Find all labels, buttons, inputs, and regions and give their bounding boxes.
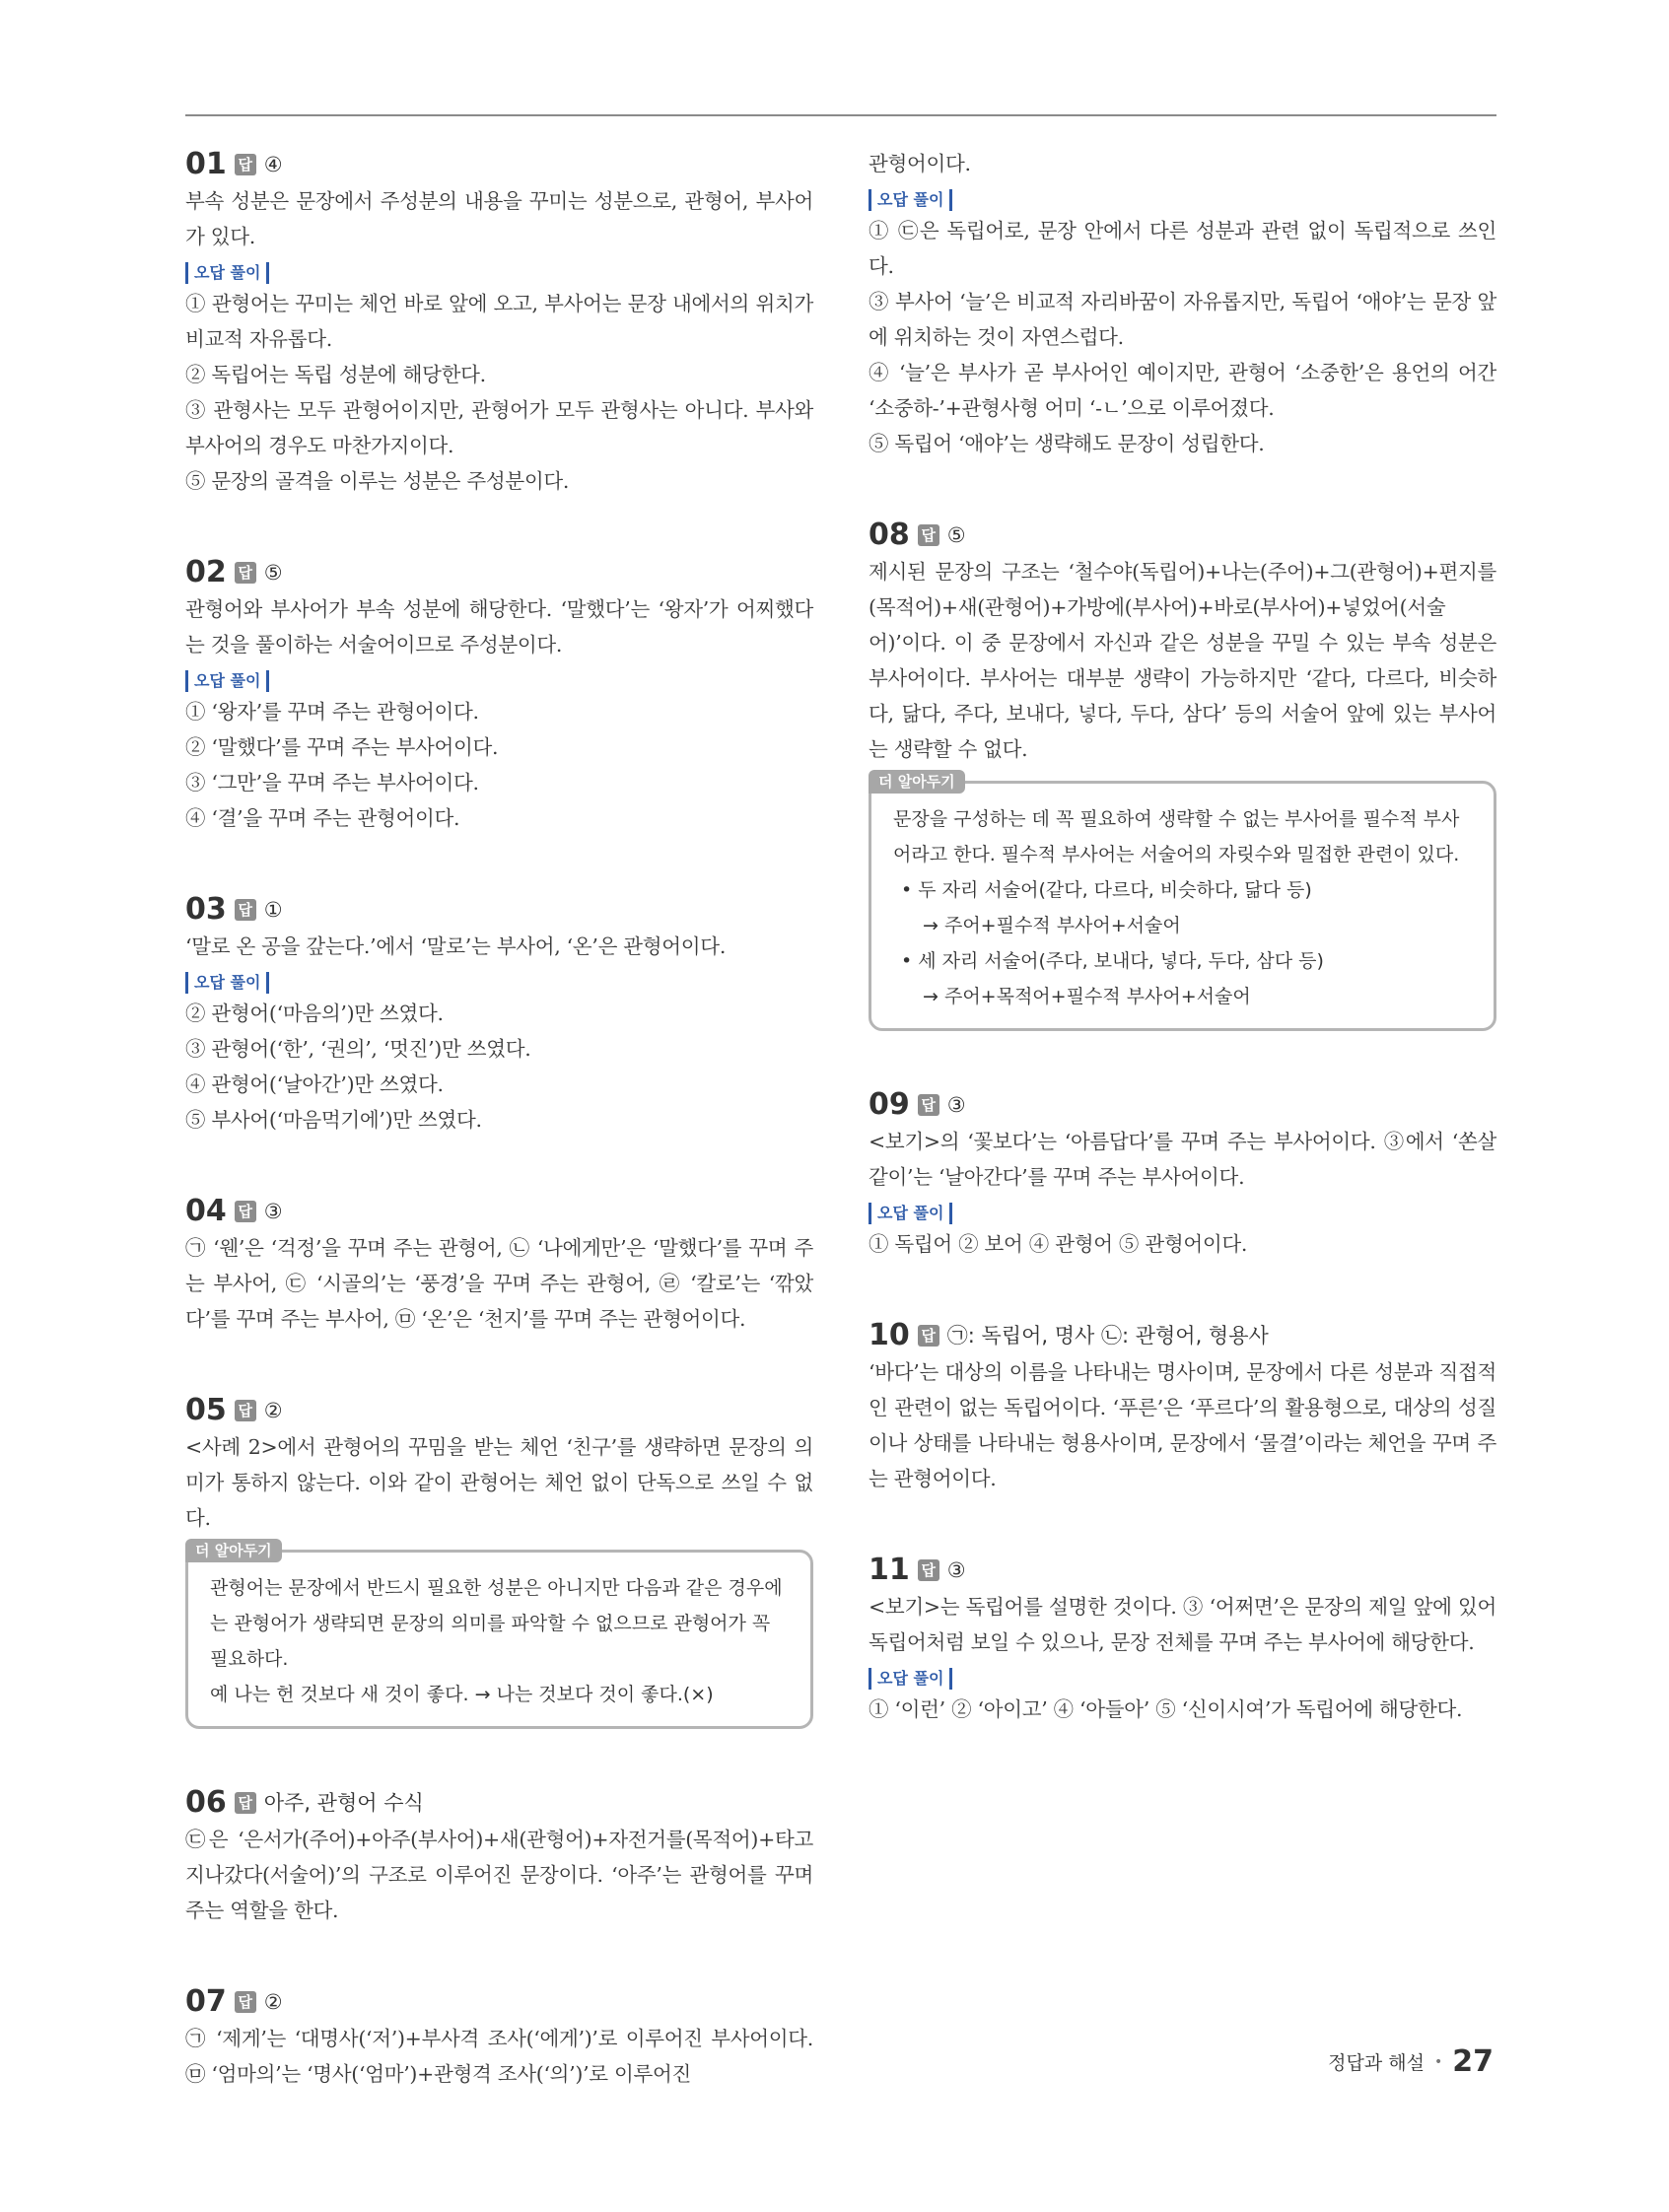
- wrong-answer-item: ① 관형어는 꾸미는 체언 바로 앞에 오고, 부사어는 문장 내에서의 위치가 비교적 자유롭다.: [185, 292, 813, 351]
- question-01: [185, 146, 813, 499]
- tip-box-label: 더 알아두기: [869, 770, 965, 794]
- question-02: [185, 554, 813, 836]
- wrong-answer-label: 오답 풀이: [185, 670, 269, 692]
- wrong-answer-item: ④ ‘늘’은 부사가 곧 부사어인 예이지만, 관형어 ‘소중한’은 용언의 어간 ‘소중하-’+관형사형 어미 ‘-ㄴ’으로 이루어졌다.: [869, 361, 1496, 420]
- question-03: [185, 891, 813, 1138]
- answer-badge: 답: [235, 1400, 256, 1421]
- right-column: [869, 146, 1496, 1782]
- explanation: 부속 성분은 문장에서 주성분의 내용을 꾸미는 성분으로, 관형어, 부사어가 있다.: [185, 189, 813, 248]
- question-header: [869, 517, 1496, 554]
- tip-text: 관형어는 문장에서 반드시 필요한 성분은 아니지만 다음과 같은 경우에는 관형어가 생략되면 문장의 의미를 파악할 수 없으므로 관형어가 꼭 필요하다.: [210, 1577, 783, 1670]
- question-08: [869, 517, 1496, 1031]
- tip-bullet: • 두 자리 서술어(같다, 다르다, 비슷하다, 닮다 등): [901, 879, 1312, 901]
- question-number: 01: [185, 147, 227, 181]
- answer-value: ③: [946, 1558, 966, 1582]
- answer-badge: 답: [918, 1325, 939, 1347]
- question-header: [869, 1317, 1496, 1354]
- question-header: [185, 146, 813, 183]
- wrong-answer-item: ③ ‘그만’을 꾸며 주는 부사어이다.: [185, 771, 479, 795]
- tip-arrow: → 주어+필수적 부사어+서술어: [923, 915, 1181, 936]
- answer-badge: 답: [918, 524, 939, 546]
- explanation: <보기>는 독립어를 설명한 것이다. ③ ‘어쩌면’은 문장의 제일 앞에 있어 독립어처럼 보일 수 있으나, 문장 전체를 꾸며 주는 부사어에 해당한다.: [869, 1595, 1496, 1654]
- answer-badge: 답: [235, 1792, 256, 1814]
- wrong-answer-item: ① ‘이런’ ② ‘아이고’ ④ ‘아들아’ ⑤ ‘신이시여’가 독립어에 해당한다.: [869, 1697, 1463, 1721]
- answer-value: ③: [946, 1093, 966, 1117]
- question-header: [185, 1392, 813, 1429]
- wrong-answer-item: ⑤ 부사어(‘마음먹기에’)만 쓰였다.: [185, 1108, 482, 1132]
- wrong-answer-item: ⑤ 독립어 ‘애야’는 생략해도 문장이 성립한다.: [869, 432, 1265, 455]
- wrong-answer-label: 오답 풀이: [869, 1203, 952, 1224]
- explanation: ‘말로 온 공을 갚는다.’에서 ‘말로’는 부사어, ‘온’은 관형어이다.: [185, 934, 727, 958]
- answer-badge: 답: [235, 899, 256, 921]
- wrong-answer-item: ② 관형어(‘마음의’)만 쓰였다.: [185, 1002, 444, 1025]
- question-11: [869, 1552, 1496, 1727]
- tip-box-label: 더 알아두기: [185, 1539, 282, 1562]
- wrong-answer-item: ① ㉢은 독립어로, 문장 안에서 다른 성분과 관련 없이 독립적으로 쓰인다.: [869, 219, 1496, 278]
- answer-badge: 답: [235, 154, 256, 175]
- tip-text: 문장을 구성하는 데 꼭 필요하여 생략할 수 없는 부사어를 필수적 부사어라고 한다. 필수적 부사어는 서술어의 자릿수와 밀접한 관련이 있다.: [893, 808, 1460, 865]
- question-header: [869, 1552, 1496, 1589]
- question-header: [185, 1983, 813, 2021]
- wrong-answer-item: ④ ‘결’을 꾸며 주는 관형어이다.: [185, 806, 460, 830]
- page-number: 27: [1452, 2044, 1494, 2079]
- answer-badge: 답: [235, 562, 256, 584]
- answer-badge: 답: [918, 1559, 939, 1581]
- tip-box: [185, 1542, 813, 1729]
- wrong-answer-item: ① 독립어 ② 보어 ④ 관형어 ⑤ 관형어이다.: [869, 1232, 1248, 1256]
- question-10: [869, 1317, 1496, 1496]
- explanation: ㉠ ‘제게’는 ‘대명사(‘저’)+부사격 조사(‘에게’)’로 이루어진 부사어이다. ㉤ ‘엄마의’는 ‘명사(‘엄마’)+관형격 조사(‘의’)’로 이루어진: [185, 2027, 813, 2086]
- question-number: 09: [869, 1087, 910, 1122]
- explanation: ㉠ ‘웬’은 ‘걱정’을 꾸며 주는 관형어, ㉡ ‘나에게만’은 ‘말했다’를 꾸며 주는 부사어, ㉢ ‘시골의’는 ‘풍경’을 꾸며 주는 관형어, ㉣ ‘칼로’는 ‘깎았다’를 꾸며 주는 부사어, ㉤ ‘온’은 ‘천지’를 꾸며 주는 관형어이다.: [185, 1236, 813, 1331]
- tip-bullet: • 세 자리 서술어(주다, 보내다, 넣다, 두다, 삼다 등): [901, 950, 1324, 972]
- page-footer: [1328, 2044, 1494, 2079]
- wrong-answer-label: 오답 풀이: [869, 1668, 952, 1690]
- tip-arrow: → 주어+목적어+필수적 부사어+서술어: [923, 986, 1251, 1007]
- tip-box: [869, 773, 1496, 1031]
- question-header: [185, 1193, 813, 1230]
- answer-value: ㉠: 독립어, 명사 ㉡: 관형어, 형용사: [946, 1324, 1269, 1348]
- footer-label: 정답과 해설: [1328, 2052, 1425, 2074]
- wrong-answer-label: 오답 풀이: [869, 189, 952, 211]
- answer-value: ⑤: [263, 561, 283, 585]
- wrong-answer-label: 오답 풀이: [185, 972, 269, 994]
- tip-example: 예 나는 헌 것보다 새 것이 좋다. → 나는 것보다 것이 좋다.(×): [210, 1684, 714, 1705]
- explanation: ‘바다’는 대상의 이름을 나타내는 명사이며, 문장에서 다른 성분과 직접적인 관련이 없는 독립어이다. ‘푸른’은 ‘푸르다’의 활용형으로, 대상의 성질이나 상태를 나타내는 형용사이며, 문장에서 ‘물결’이라는 체언을 꾸며 주는 관형어이다.: [869, 1360, 1496, 1490]
- answer-value: ④: [263, 153, 283, 176]
- explanation: 관형어이다.: [869, 152, 971, 175]
- question-number: 04: [185, 1194, 227, 1228]
- wrong-answer-item: ③ 관형어(‘한’, ‘권의’, ‘멋진’)만 쓰였다.: [185, 1037, 531, 1061]
- wrong-answer-label: 오답 풀이: [185, 262, 269, 284]
- question-number: 05: [185, 1393, 227, 1427]
- explanation: <보기>의 ‘꽃보다’는 ‘아름답다’를 꾸며 주는 부사어이다. ③에서 ‘쏜살같이’는 ‘날아간다’를 꾸며 주는 부사어이다.: [869, 1130, 1496, 1189]
- explanation: 관형어와 부사어가 부속 성분에 해당한다. ‘말했다’는 ‘왕자’가 어찌했다는 것을 풀이하는 서술어이므로 주성분이다.: [185, 597, 813, 657]
- question-header: [185, 891, 813, 929]
- question-number: 03: [185, 892, 227, 927]
- explanation: ㉢은 ‘은서가(주어)+아주(부사어)+새(관형어)+자전거를(목적어)+타고 지나갔다(서술어)’의 구조로 이루어진 문장이다. ‘아주’는 관형어를 꾸며 주는 역할을 한다.: [185, 1828, 813, 1922]
- answer-value: 아주, 관형어 수식: [263, 1791, 424, 1815]
- question-header: [185, 554, 813, 591]
- question-number: 06: [185, 1785, 227, 1820]
- answer-badge: 답: [235, 1201, 256, 1222]
- explanation: 제시된 문장의 구조는 ‘철수야(독립어)+나는(주어)+그(관형어)+편지를(목적어)+새(관형어)+가방에(부사어)+바로(부사어)+넣었어(서술어)’이다. 이 중 문장에서 자신과 같은 성분을 꾸밀 수 있는 부속 성분은 부사어이다. 부사어는 대부분 생략이 가능하지만 ‘같다, 다르다, 비슷하다, 닮다, 주다, 보내다, 넣다, 두다, 삼다’ 등의 서술어 앞에 있는 부사어는 생략할 수 없다.: [869, 560, 1496, 761]
- answer-value: ③: [263, 1200, 283, 1223]
- top-rule: [185, 114, 1496, 116]
- question-header: [869, 1086, 1496, 1124]
- answer-badge: 답: [235, 1991, 256, 2013]
- wrong-answer-item: ② 독립어는 독립 성분에 해당한다.: [185, 363, 486, 386]
- answer-badge: 답: [918, 1094, 939, 1116]
- wrong-answer-item: ① ‘왕자’를 꾸며 주는 관형어이다.: [185, 700, 479, 724]
- wrong-answer-item: ③ 관형사는 모두 관형어이지만, 관형어가 모두 관형사는 아니다. 부사와 부사어의 경우도 마찬가지이다.: [185, 398, 813, 457]
- question-header: [185, 1784, 813, 1822]
- question-number: 11: [869, 1553, 910, 1587]
- footer-separator: •: [1433, 2053, 1443, 2070]
- question-07: [185, 1983, 813, 2092]
- question-number: 02: [185, 555, 227, 589]
- answer-value: ①: [263, 898, 283, 922]
- wrong-answer-item: ⑤ 문장의 골격을 이루는 성분은 주성분이다.: [185, 469, 570, 493]
- wrong-answer-item: ④ 관형어(‘날아간’)만 쓰였다.: [185, 1072, 444, 1096]
- explanation: <사례 2>에서 관형어의 꾸밈을 받는 체언 ‘친구’를 생략하면 문장의 의미가 통하지 않는다. 이와 같이 관형어는 체언 없이 단독으로 쓰일 수 없다.: [185, 1435, 813, 1530]
- question-05: [185, 1392, 813, 1729]
- answer-value: ⑤: [946, 523, 966, 547]
- question-number: 10: [869, 1318, 910, 1352]
- question-number: 07: [185, 1984, 227, 2019]
- left-column: [185, 146, 813, 2147]
- answer-value: ②: [263, 1990, 283, 2014]
- wrong-answer-item: ② ‘말했다’를 꾸며 주는 부사어이다.: [185, 735, 499, 759]
- question-09: [869, 1086, 1496, 1262]
- question-04: [185, 1193, 813, 1337]
- question-06: [185, 1784, 813, 1928]
- question-07-continued: [869, 146, 1496, 461]
- wrong-answer-item: ③ 부사어 ‘늘’은 비교적 자리바꿈이 자유롭지만, 독립어 ‘애야’는 문장 앞에 위치하는 것이 자연스럽다.: [869, 290, 1496, 349]
- answer-value: ②: [263, 1399, 283, 1422]
- question-number: 08: [869, 518, 910, 552]
